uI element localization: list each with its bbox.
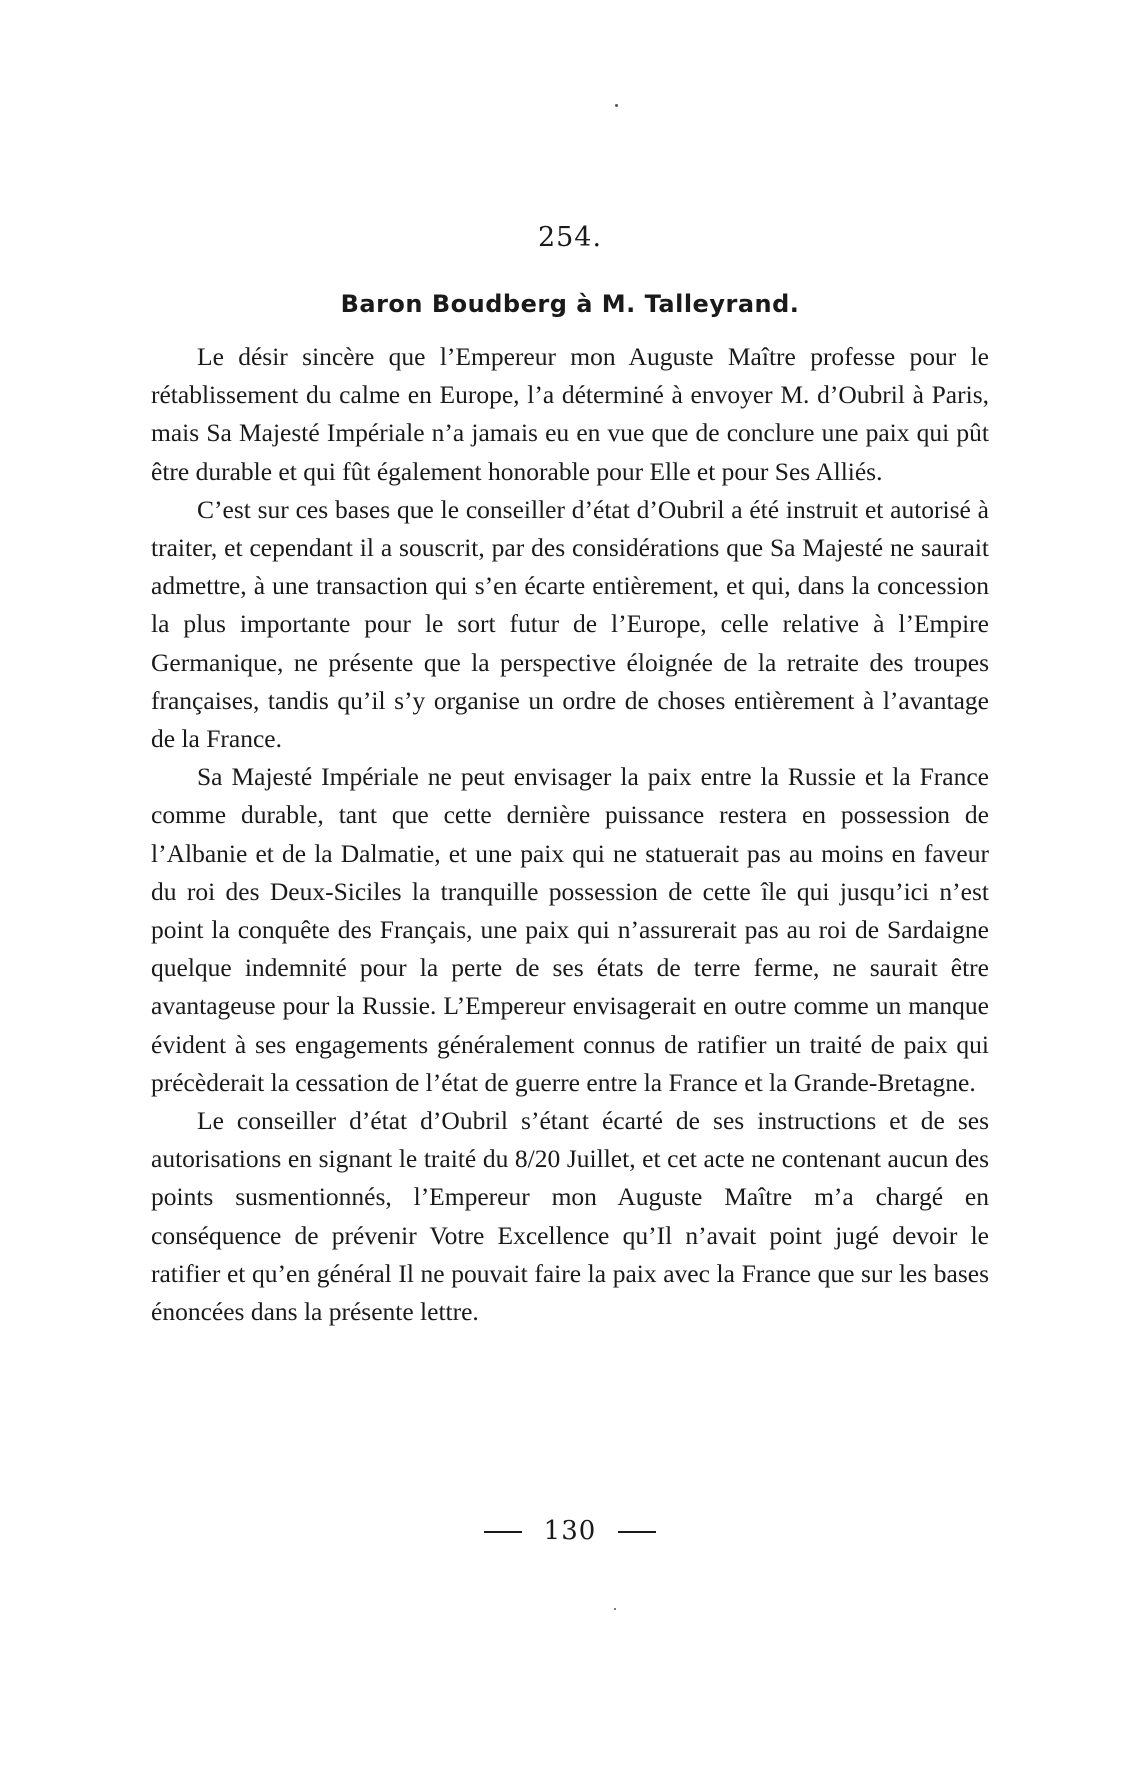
letter-body <box>151 338 989 1331</box>
page-footer <box>0 1516 1140 1546</box>
scan-speck <box>614 1608 616 1610</box>
page-number: 130 <box>543 1516 597 1546</box>
document-title: Baron Boudberg à M. Talleyrand. <box>340 290 800 318</box>
paragraph: Sa Majesté Impériale ne peut envisager la paix entre la Russie et la France comme durable, tant que cette dernière puissance restera en possession de l’Albanie et de la Dalmatie, et une paix qui ne statuerait pas au moins en faveur du roi des Deux-Siciles la tranquille possession de cette île qui jusqu’ici n’est point la conquête des Français, une paix qui n’assurerait pas au roi de Sardaigne quelque indemnité pour la perte de ses états de terre ferme, ne saurait être avantageuse pour la Russie. L’Empereur envisagerait en outre comme un manque évident à ses engagements généralement connus de ratifier un traité de paix qui précèderait la cessation de l’état de guerre entre la France et la Grande-Bretagne. <box>151 762 989 1097</box>
footer-dash-right <box>618 1531 656 1533</box>
paragraph: Le désir sincère que l’Empereur mon Auguste Maître professe pour le rétablissement du calme en Europe, l’a déterminé à envoyer M. d’Oubril à Paris, mais Sa Majesté Impériale n’a jamais eu en vue que de conclure une paix qui pût être durable et qui fût également honorable pour Elle et pour Ses Alliés. <box>151 342 989 486</box>
footer-dash-left <box>484 1531 522 1533</box>
paragraph: Le conseiller d’état d’Oubril s’étant écarté de ses instructions et de ses autorisations en signant le traité du 8/20 Juillet, et cet acte ne contenant aucun des points susmentionnés, l’Empereur mon Auguste Maître m’a chargé en conséquence de prévenir Votre Excellence qu’Il n’avait point jugé devoir le ratifier et qu’en général Il ne pouvait faire la paix avec la France que sur les bases énoncées dans la présente lettre. <box>151 1106 989 1327</box>
document-number: 254. <box>537 222 603 253</box>
paragraph: C’est sur ces bases que le conseiller d’état d’Oubril a été instruit et autorisé à traiter, et cependant il a souscrit, par des considérations que Sa Majesté ne saurait admettre, à une transaction qui s’en écarte entièrement, et qui, dans la concession la plus importante pour le sort futur de l’Europe, celle relative à l’Empire Germanique, ne présente que la perspective éloignée de la retraite des troupes françaises, tandis qu’il s’y organise un ordre de choses entièrement à l’avantage de la France. <box>151 494 989 754</box>
scan-speck <box>615 104 618 107</box>
